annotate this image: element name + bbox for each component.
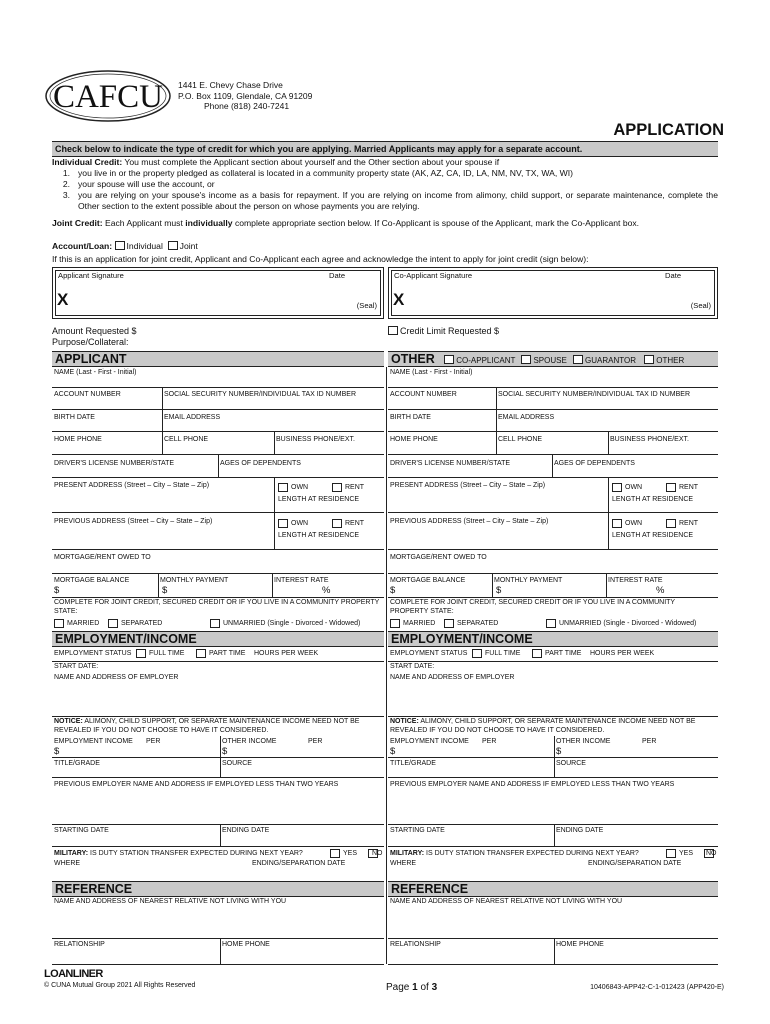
- form-rule: [388, 387, 718, 388]
- form-divider: [606, 573, 607, 597]
- individual-credit-text: [52, 157, 718, 168]
- form-divider: [608, 431, 609, 454]
- other-type-checkbox[interactable]: [644, 355, 654, 364]
- dollar-sign: $: [162, 585, 168, 596]
- other-present-own-label: OWN: [625, 484, 643, 491]
- individual-credit-body: You must complete the Applicant section about yourself and the Other section about your spouse if: [124, 157, 500, 167]
- applicant-title-grade-field[interactable]: TITLE/GRADE: [54, 760, 100, 767]
- other-drivers-license-field[interactable]: DRIVER'S LICENSE NUMBER/STATE: [390, 460, 511, 467]
- other-section-bar: [388, 351, 718, 367]
- other-military-question: MILITARY: IS DUTY STATION TRANSFER EXPECTED DURING NEXT YEAR?: [390, 850, 639, 857]
- other-other-income-field[interactable]: OTHER INCOME: [556, 738, 611, 745]
- applicant-reference-home-phone-field[interactable]: HOME PHONE: [222, 941, 270, 948]
- page-title: APPLICATION: [613, 121, 724, 139]
- form-divider: [274, 431, 275, 454]
- joint-intent-note: If this is an application for joint credit, Applicant and Co-Applicant each agree and acknowledge the intent to apply for joint credit (sign below):: [52, 254, 589, 264]
- applicant-ssn-field[interactable]: SOCIAL SECURITY NUMBER/INDIVIDUAL TAX ID NUMBER: [164, 391, 357, 398]
- other-employment-status-label: EMPLOYMENT STATUS: [390, 650, 468, 657]
- form-divider: [552, 454, 553, 477]
- purpose-collateral-field[interactable]: Purpose/Collateral:: [52, 337, 129, 347]
- logo-ellipse-graphic: [44, 68, 172, 124]
- applicant-present-rent-label: RENT: [345, 484, 365, 491]
- form-divider: [496, 387, 497, 409]
- other-married-checkbox[interactable]: [390, 619, 400, 628]
- spouse-option: SPOUSE: [533, 356, 567, 365]
- form-rule: [52, 777, 384, 778]
- applicant-present-address-field[interactable]: PRESENT ADDRESS (Street – City – State – Zip): [54, 482, 210, 489]
- other-joint-note: COMPLETE FOR JOINT CREDIT, SECURED CREDIT OR IF YOU LIVE IN A COMMUNITY PROPERTY STATE:: [390, 599, 675, 615]
- form-divider: [158, 573, 159, 597]
- applicant-previous-address-field[interactable]: PREVIOUS ADDRESS (Street – City – State – Zip): [54, 518, 213, 525]
- applicant-reference-title: REFERENCE: [55, 882, 133, 896]
- dollar-sign: $: [54, 585, 60, 596]
- form-rule: [388, 777, 718, 778]
- form-rule: [388, 573, 718, 574]
- form-divider: [386, 367, 387, 964]
- applicant-section-bar: [52, 351, 384, 367]
- applicant-previous-own-label: OWN: [291, 520, 309, 527]
- other-military-yes-checkbox[interactable]: [666, 849, 676, 858]
- form-divider: [608, 512, 609, 549]
- other-present-own-checkbox[interactable]: [612, 483, 622, 492]
- form-rule: [52, 409, 384, 410]
- applicant-business-phone-field[interactable]: BUSINESS PHONE/EXT.: [276, 436, 355, 443]
- applicant-previous-own-checkbox[interactable]: [278, 519, 288, 528]
- co-applicant-option: CO-APPLICANT: [456, 356, 516, 365]
- other-employer-field[interactable]: NAME AND ADDRESS OF EMPLOYER: [390, 674, 515, 681]
- individual-checkbox[interactable]: [115, 241, 125, 250]
- applicant-notice: NOTICE: ALIMONY, CHILD SUPPORT, OR SEPARATE MAINTENANCE INCOME NEED NOT BE REVEALED IF YOU DO NOT CHOOSE TO HAVE IT CONSIDERED.: [54, 718, 360, 734]
- applicant-seal-label: (Seal): [356, 301, 377, 310]
- logo-text: CAFCU: [52, 79, 164, 115]
- loanliner-logo: LOANLINER: [44, 968, 103, 980]
- other-account-number-field[interactable]: ACCOUNT NUMBER: [390, 391, 457, 398]
- address-line-1: 1441 E. Chevy Chase Drive: [178, 80, 283, 90]
- other-ssn-field[interactable]: SOCIAL SECURITY NUMBER/INDIVIDUAL TAX ID NUMBER: [498, 391, 691, 398]
- applicant-cell-phone-field[interactable]: CELL PHONE: [164, 436, 209, 443]
- form-rule: [388, 824, 718, 825]
- other-interest-rate-field[interactable]: INTEREST RATE: [608, 577, 663, 584]
- applicant-reference-bar: [52, 881, 384, 897]
- applicant-separation-date-field[interactable]: ENDING/SEPARATION DATE: [252, 860, 346, 867]
- form-rule: [388, 512, 718, 513]
- form-rule: [52, 477, 384, 478]
- applicant-separated-label: SEPARATED: [121, 620, 163, 627]
- form-rule: [52, 661, 384, 662]
- applicant-monthly-payment-field[interactable]: MONTHLY PAYMENT: [160, 577, 229, 584]
- other-ending-date-field[interactable]: ENDING DATE: [556, 827, 604, 834]
- cafcu-logo: [44, 68, 172, 124]
- form-divider: [608, 477, 609, 512]
- applicant-married-label: MARRIED: [67, 620, 100, 627]
- form-rule: [388, 964, 718, 965]
- form-rule: [388, 454, 718, 455]
- credit-type-bar: [52, 141, 718, 157]
- copyright-text: © CUNA Mutual Group 2021 All Rights Reserved: [44, 982, 196, 989]
- other-mortgage-balance-field[interactable]: MORTGAGE BALANCE: [390, 577, 466, 584]
- form-divider: [496, 409, 497, 431]
- individual-credit-label: Individual Credit:: [52, 157, 123, 167]
- credit-union-address: [178, 80, 312, 112]
- applicant-present-own-checkbox[interactable]: [278, 483, 288, 492]
- other-hours-per-week-field[interactable]: HOURS PER WEEK: [590, 650, 655, 657]
- other-mortgage-owed-to-field[interactable]: MORTGAGE/RENT OWED TO: [390, 554, 487, 561]
- other-income-per-label: PER: [482, 738, 497, 745]
- other-military-where-field[interactable]: WHERE: [390, 860, 417, 867]
- applicant-signature-label: Applicant Signature: [58, 271, 124, 280]
- applicant-starting-date-field[interactable]: STARTING DATE: [54, 827, 109, 834]
- individual-credit-list: [52, 168, 718, 212]
- other-starting-date-field[interactable]: STARTING DATE: [390, 827, 445, 834]
- other-part-time-checkbox[interactable]: [532, 649, 542, 658]
- other-military-no-label: NO: [706, 850, 717, 857]
- other-birth-date-field[interactable]: BIRTH DATE: [390, 414, 431, 421]
- applicant-hours-per-week-field[interactable]: HOURS PER WEEK: [254, 650, 319, 657]
- other-present-rent-checkbox[interactable]: [666, 483, 676, 492]
- applicant-employment-bar: [52, 631, 384, 647]
- form-rule: [388, 597, 718, 598]
- co-applicant-checkbox[interactable]: [444, 355, 454, 364]
- form-divider: [272, 573, 273, 597]
- applicant-source-field[interactable]: SOURCE: [222, 760, 252, 767]
- other-employment-bar: [388, 631, 718, 647]
- form-rule: [52, 431, 384, 432]
- other-employment-income-field[interactable]: EMPLOYMENT INCOME: [390, 738, 469, 745]
- other-previous-length-field[interactable]: LENGTH AT RESIDENCE: [612, 532, 694, 539]
- amount-requested-field[interactable]: Amount Requested $: [52, 326, 137, 336]
- applicant-previous-length-field[interactable]: LENGTH AT RESIDENCE: [278, 532, 360, 539]
- address-line-2: P.O. Box 1109, Glendale, CA 91209: [178, 90, 313, 101]
- applicant-married-checkbox[interactable]: [54, 619, 64, 628]
- applicant-email-field[interactable]: EMAIL ADDRESS: [164, 414, 221, 421]
- other-present-rent-label: RENT: [679, 484, 699, 491]
- other-separated-label: SEPARATED: [457, 620, 499, 627]
- applicant-employment-status-label: EMPLOYMENT STATUS: [54, 650, 132, 657]
- form-rule: [52, 573, 384, 574]
- form-rule: [52, 824, 384, 825]
- other-separated-checkbox[interactable]: [444, 619, 454, 628]
- other-unmarried-checkbox[interactable]: [546, 619, 556, 628]
- form-rule: [52, 716, 384, 717]
- other-name-field[interactable]: NAME (Last - First - Initial): [390, 369, 473, 376]
- coapplicant-sign-mark: X: [393, 290, 405, 309]
- credit-type-instruction: Check below to indicate the type of credit for which you are applying. Married Applicants may apply for a separate account.: [55, 144, 583, 154]
- other-section-title: OTHER: [391, 352, 435, 366]
- other-cell-phone-field[interactable]: CELL PHONE: [498, 436, 543, 443]
- other-start-date-field[interactable]: START DATE:: [390, 663, 435, 670]
- coapplicant-signature-box[interactable]: [388, 267, 718, 319]
- credit-limit-row: [388, 326, 499, 336]
- applicant-name-field[interactable]: NAME (Last - First - Initial): [54, 369, 137, 376]
- other-previous-address-field[interactable]: PREVIOUS ADDRESS (Street – City – State – Zip): [390, 518, 549, 525]
- form-divider: [496, 431, 497, 454]
- percent-sign: %: [656, 585, 665, 596]
- applicant-signature-box[interactable]: [52, 267, 384, 319]
- form-rule: [388, 477, 718, 478]
- form-divider: [492, 573, 493, 597]
- applicant-employer-field[interactable]: NAME AND ADDRESS OF EMPLOYER: [54, 674, 179, 681]
- other-present-length-field[interactable]: LENGTH AT RESIDENCE: [612, 496, 694, 503]
- other-previous-rent-checkbox[interactable]: [666, 519, 676, 528]
- other-email-field[interactable]: EMAIL ADDRESS: [498, 414, 555, 421]
- coapplicant-seal-label: (Seal): [690, 301, 711, 310]
- form-rule: [388, 938, 718, 939]
- applicant-present-length-field[interactable]: LENGTH AT RESIDENCE: [278, 496, 360, 503]
- account-loan-row: [52, 241, 718, 252]
- page-indicator: Page 1 of 3: [386, 982, 438, 993]
- applicant-employment-income-field[interactable]: EMPLOYMENT INCOME: [54, 738, 133, 745]
- form-rule: [52, 549, 384, 550]
- other-reference-home-phone-field[interactable]: HOME PHONE: [556, 941, 604, 948]
- joint-checkbox[interactable]: [168, 241, 178, 250]
- dollar-sign: $: [54, 746, 60, 757]
- guarantor-checkbox[interactable]: [573, 355, 583, 364]
- other-unmarried-label: UNMARRIED (Single - Divorced - Widowed): [559, 620, 697, 627]
- applicant-other-income-field[interactable]: OTHER INCOME: [222, 738, 277, 745]
- form-rule: [52, 387, 384, 388]
- other-employment-title: EMPLOYMENT/INCOME: [391, 632, 533, 646]
- form-divider: [220, 938, 221, 964]
- applicant-nearest-relative-field[interactable]: NAME AND ADDRESS OF NEAREST RELATIVE NOT LIVING WITH YOU: [54, 898, 287, 905]
- other-previous-own-checkbox[interactable]: [612, 519, 622, 528]
- applicant-start-date-field[interactable]: START DATE:: [54, 663, 99, 670]
- other-present-address-field[interactable]: PRESENT ADDRESS (Street – City – State – Zip): [390, 482, 546, 489]
- coapplicant-date-label: Date: [665, 271, 682, 280]
- form-rule: [52, 757, 384, 758]
- other-notice: NOTICE: ALIMONY, CHILD SUPPORT, OR SEPARATE MAINTENANCE INCOME NEED NOT BE REVEALED IF YOU DO NOT CHOOSE TO HAVE IT CONSIDERED.: [390, 718, 696, 734]
- applicant-interest-rate-field[interactable]: INTEREST RATE: [274, 577, 329, 584]
- dollar-sign: $: [390, 746, 396, 757]
- other-business-phone-field[interactable]: BUSINESS PHONE/EXT.: [610, 436, 689, 443]
- other-other-per-label: PER: [642, 738, 657, 745]
- form-code: 10406843-APP42-C-1-012423 (APP420-E): [590, 984, 724, 991]
- applicant-military-question: MILITARY: IS DUTY STATION TRANSFER EXPECTED DURING NEXT YEAR?: [54, 850, 303, 857]
- other-previous-rent-label: RENT: [679, 520, 699, 527]
- applicant-employment-title: EMPLOYMENT/INCOME: [55, 632, 197, 646]
- form-rule: [52, 964, 384, 965]
- applicant-mortgage-owed-to-field[interactable]: MORTGAGE/RENT OWED TO: [54, 554, 151, 561]
- joint-credit-text: Joint Credit: Each Applicant must individually complete appropriate section below. If Co-Applicant is spouse of the Applicant, mark the Co-Applicant box.: [52, 218, 640, 228]
- list-item: 3. you are relying on your spouse's income as a basis for repayment. If you are relying on income from alimony, child support, or separate maintenance, complete the Other section to the extent possible about the person on whose payments you are relying.: [62, 190, 718, 211]
- applicant-separated-checkbox[interactable]: [108, 619, 118, 628]
- dollar-sign: $: [222, 746, 228, 757]
- form-divider: [554, 824, 555, 846]
- credit-limit-checkbox[interactable]: [388, 326, 398, 335]
- other-part-time-label: PART TIME: [545, 650, 582, 657]
- applicant-home-phone-field[interactable]: HOME PHONE: [54, 436, 102, 443]
- amount-section: [52, 326, 137, 348]
- applicant-mortgage-balance-field[interactable]: MORTGAGE BALANCE: [54, 577, 130, 584]
- other-full-time-checkbox[interactable]: [472, 649, 482, 658]
- dollar-sign: $: [390, 585, 396, 596]
- other-ages-of-dependents-field[interactable]: AGES OF DEPENDENTS: [554, 460, 635, 467]
- other-home-phone-field[interactable]: HOME PHONE: [390, 436, 438, 443]
- phone-line: Phone (818) 240-7241: [204, 101, 290, 111]
- other-separation-date-field[interactable]: ENDING/SEPARATION DATE: [588, 860, 682, 867]
- dollar-sign: $: [556, 746, 562, 757]
- applicant-account-number-field[interactable]: ACCOUNT NUMBER: [54, 391, 121, 398]
- applicant-other-per-label: PER: [308, 738, 323, 745]
- form-divider: [274, 512, 275, 549]
- applicant-drivers-license-field[interactable]: DRIVER'S LICENSE NUMBER/STATE: [54, 460, 175, 467]
- other-reference-bar: [388, 881, 718, 897]
- list-item: 2. your spouse will use the account, or: [62, 179, 215, 189]
- form-rule: [388, 661, 718, 662]
- applicant-part-time-label: PART TIME: [209, 650, 246, 657]
- form-rule: [388, 757, 718, 758]
- form-rule: [388, 549, 718, 550]
- other-nearest-relative-field[interactable]: NAME AND ADDRESS OF NEAREST RELATIVE NOT LIVING WITH YOU: [390, 898, 623, 905]
- applicant-ending-date-field[interactable]: ENDING DATE: [222, 827, 270, 834]
- other-source-field[interactable]: SOURCE: [556, 760, 586, 767]
- form-divider: [218, 454, 219, 477]
- other-married-label: MARRIED: [403, 620, 436, 627]
- other-previous-own-label: OWN: [625, 520, 643, 527]
- form-rule: [388, 431, 718, 432]
- form-divider: [162, 409, 163, 431]
- form-rule: [388, 716, 718, 717]
- applicant-present-rent-checkbox[interactable]: [332, 483, 342, 492]
- form-divider: [162, 387, 163, 409]
- form-rule: [388, 846, 718, 847]
- form-divider: [554, 938, 555, 964]
- applicant-sign-mark: X: [57, 290, 69, 309]
- form-rule: [52, 597, 384, 598]
- form-rule: [52, 512, 384, 513]
- applicant-military-yes-checkbox[interactable]: [330, 849, 340, 858]
- applicant-previous-employer-field[interactable]: PREVIOUS EMPLOYER NAME AND ADDRESS IF EMPLOYED LESS THAN TWO YEARS: [54, 781, 339, 788]
- form-divider: [220, 824, 221, 846]
- form-rule: [52, 938, 384, 939]
- applicant-unmarried-label: UNMARRIED (Single - Divorced - Widowed): [223, 620, 361, 627]
- applicant-relationship-field[interactable]: RELATIONSHIP: [54, 941, 105, 948]
- other-full-time-label: FULL TIME: [485, 650, 521, 657]
- applicant-date-label: Date: [329, 271, 346, 280]
- applicant-military-where-field[interactable]: WHERE: [54, 860, 81, 867]
- applicant-previous-rent-checkbox[interactable]: [332, 519, 342, 528]
- account-loan-label: Account/Loan:: [52, 241, 113, 251]
- applicant-previous-rent-label: RENT: [345, 520, 365, 527]
- percent-sign: %: [322, 585, 331, 596]
- applicant-part-time-checkbox[interactable]: [196, 649, 206, 658]
- joint-option-label: Joint: [179, 241, 198, 251]
- applicant-full-time-label: FULL TIME: [149, 650, 185, 657]
- spouse-checkbox[interactable]: [521, 355, 531, 364]
- dollar-sign: $: [496, 585, 502, 596]
- applicant-unmarried-checkbox[interactable]: [210, 619, 220, 628]
- applicant-income-per-label: PER: [146, 738, 161, 745]
- other-type-option: OTHER: [656, 356, 685, 365]
- coapplicant-signature-label: Co-Applicant Signature: [394, 271, 473, 280]
- other-reference-title: REFERENCE: [391, 882, 469, 896]
- applicant-joint-note: COMPLETE FOR JOINT CREDIT, SECURED CREDIT OR IF YOU LIVE IN A COMMUNITY PROPERTY STATE:: [54, 599, 380, 615]
- applicant-birth-date-field[interactable]: BIRTH DATE: [54, 414, 95, 421]
- other-monthly-payment-field[interactable]: MONTHLY PAYMENT: [494, 577, 563, 584]
- guarantor-option: GUARANTOR: [585, 356, 636, 365]
- applicant-military-yes-label: YES: [343, 850, 358, 857]
- form-divider: [162, 431, 163, 454]
- credit-limit-field[interactable]: Credit Limit Requested $: [400, 326, 500, 336]
- joint-credit-label: Joint Credit:: [52, 218, 103, 228]
- applicant-section-title: APPLICANT: [55, 352, 127, 366]
- other-military-yes-label: YES: [679, 850, 694, 857]
- applicant-military-no-label: NO: [372, 850, 383, 857]
- list-item: 1. you live in or the property pledged as collateral is located in a community property state (AK, AZ, CA, ID, LA, NM, NV, TX, WA, WI): [62, 168, 573, 178]
- applicant-full-time-checkbox[interactable]: [136, 649, 146, 658]
- applicant-ages-of-dependents-field[interactable]: AGES OF DEPENDENTS: [220, 460, 301, 467]
- other-previous-employer-field[interactable]: PREVIOUS EMPLOYER NAME AND ADDRESS IF EMPLOYED LESS THAN TWO YEARS: [390, 781, 675, 788]
- other-relationship-field[interactable]: RELATIONSHIP: [390, 941, 441, 948]
- form-divider: [274, 477, 275, 512]
- form-rule: [52, 846, 384, 847]
- applicant-present-own-label: OWN: [291, 484, 309, 491]
- other-title-grade-field[interactable]: TITLE/GRADE: [390, 760, 436, 767]
- form-rule: [388, 409, 718, 410]
- individual-option-label: Individual: [126, 241, 163, 251]
